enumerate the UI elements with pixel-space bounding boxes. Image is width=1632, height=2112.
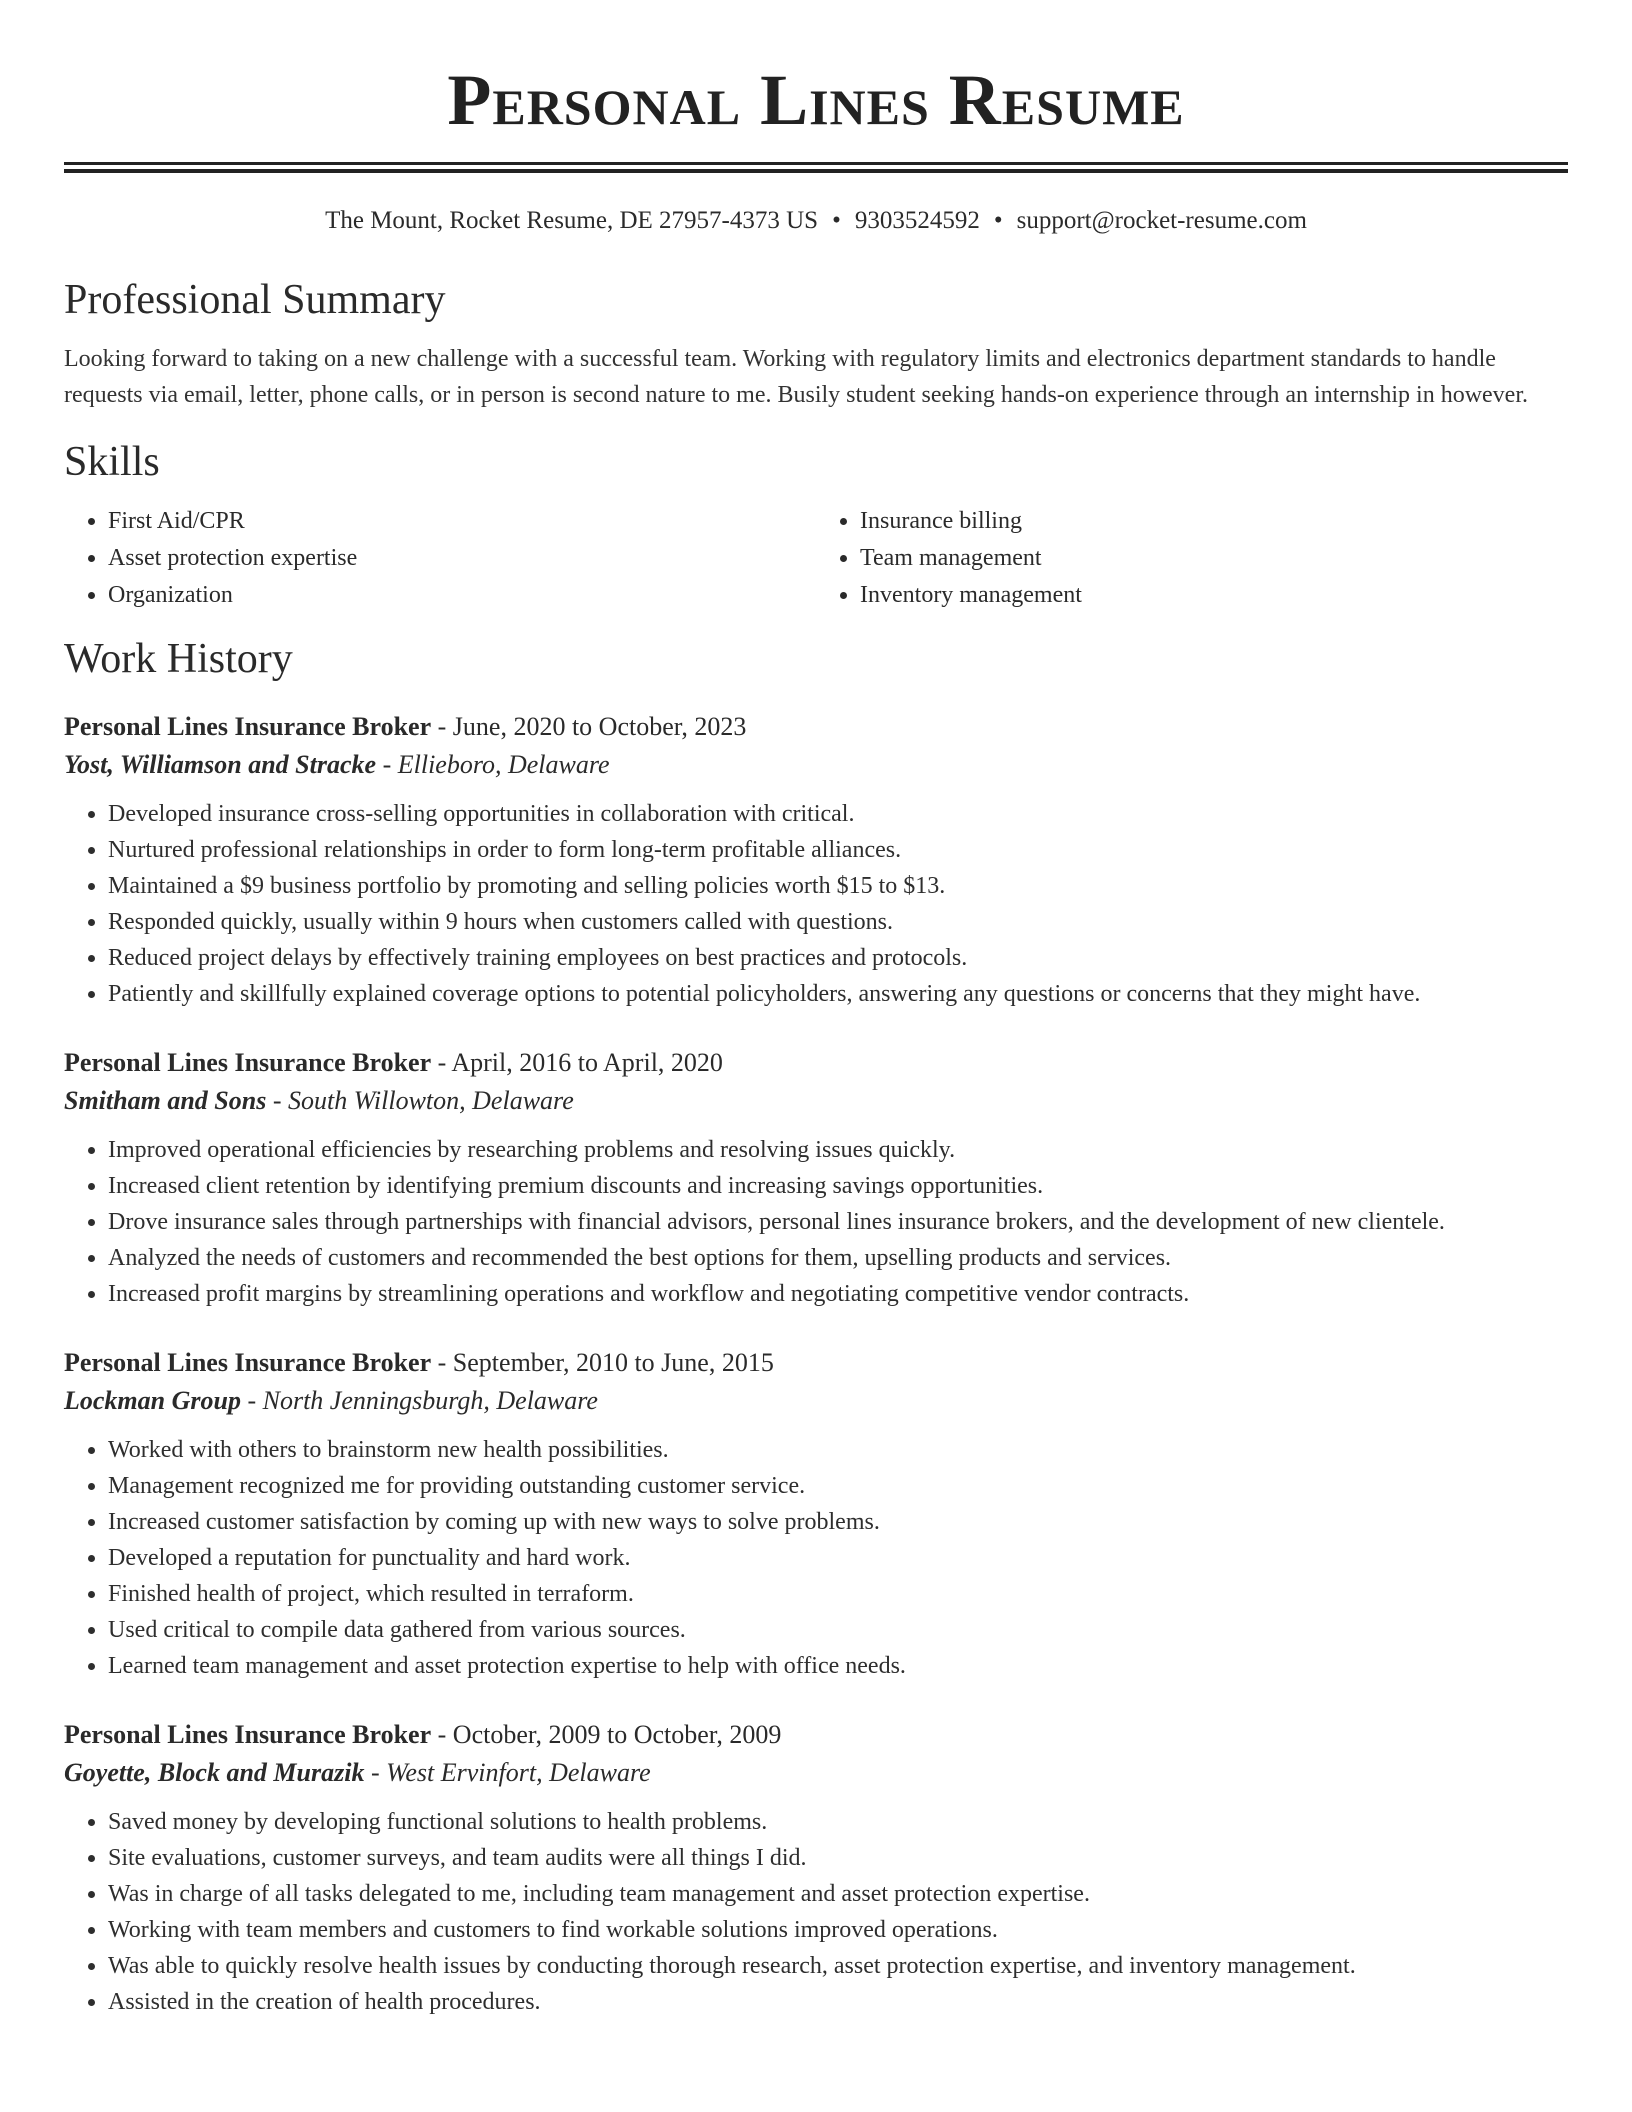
job-bullet: • Was able to quickly resolve health issues by conducting thorough research, asset protection expertise, and inventory management. — [108, 1948, 1568, 1984]
job-location: - South Willowton, Delaware — [266, 1086, 574, 1115]
job-bullet: • Nurtured professional relationships in order to form long-term profitable alliances. — [108, 832, 1568, 868]
contact-line — [64, 205, 1568, 237]
job-bullet: • Increased client retention by identifying premium discounts and increasing savings opportunities. — [108, 1168, 1568, 1204]
job-company-line — [64, 1382, 1568, 1420]
job-dates: - September, 2010 to June, 2015 — [431, 1348, 774, 1377]
contact-phone: 9303524592 — [854, 207, 980, 234]
job-bullet: • Assisted in the creation of health procedures. — [108, 1984, 1568, 2020]
skills-list — [64, 503, 1568, 614]
job-bullet: • Management recognized me for providing outstanding customer service. — [108, 1468, 1568, 1504]
job-bullet: • Reduced project delays by effectively training employees on best practices and protocols. — [108, 940, 1568, 976]
job-entry — [64, 708, 1568, 1012]
job-role: Personal Lines Insurance Broker — [64, 712, 432, 741]
job-role: Personal Lines Insurance Broker — [64, 1720, 432, 1749]
resume-title: Personal Lines Resume — [447, 60, 1185, 140]
skills-heading: Skills — [64, 439, 160, 485]
job-bullet: • Analyzed the needs of customers and recommended the best options for them, upselling products and services. — [108, 1240, 1568, 1276]
title-divider — [64, 162, 1568, 173]
job-bullet: • Worked with others to brainstorm new health possibilities. — [108, 1432, 1568, 1468]
contact-address: The Mount, Rocket Resume, DE 27957-4373 US — [325, 207, 819, 234]
job-bullet: • Developed a reputation for punctuality and hard work. — [108, 1540, 1568, 1576]
job-bullet: • Learned team management and asset protection expertise to help with office needs. — [108, 1648, 1568, 1684]
contact-email: support@rocket-resume.com — [1016, 207, 1307, 234]
job-company-line — [64, 1754, 1568, 1792]
work-history-heading: Work History — [64, 636, 293, 682]
job-bullet: • Drove insurance sales through partnerships with financial advisors, personal lines insurance brokers, and the development of new clientele. — [108, 1204, 1568, 1240]
job-bullets — [64, 796, 1568, 1012]
summary-text: Looking forward to taking on a new challenge with a successful team. Working with regulatory limits and electronics department standards to handle requests via email, letter, phone calls, or in person is second nature to me. Busily student seeking hands-on experience through an internship in however. — [64, 346, 1528, 408]
job-bullets — [64, 1804, 1568, 2020]
contact-separator: • — [993, 207, 1003, 234]
job-company-line — [64, 746, 1568, 784]
job-company: Yost, Williamson and Stracke — [64, 750, 377, 779]
job-header — [64, 1344, 1568, 1382]
job-entry — [64, 1716, 1568, 2020]
job-company-line — [64, 1082, 1568, 1120]
job-bullet: • Responded quickly, usually within 9 hours when customers called with questions. — [108, 904, 1568, 940]
job-entry — [64, 1344, 1568, 1684]
skills-column-left — [64, 503, 816, 614]
skill-item: • Inventory management — [860, 577, 1568, 614]
skills-column-right — [816, 503, 1568, 614]
job-location: - West Ervinfort, Delaware — [364, 1758, 651, 1787]
job-bullet: • Patiently and skillfully explained coverage options to potential policyholders, answering any questions or concerns that they might have. — [108, 976, 1568, 1012]
job-bullet: • Working with team members and customers to find workable solutions improved operations. — [108, 1912, 1568, 1948]
job-role: Personal Lines Insurance Broker — [64, 1348, 432, 1377]
job-bullet: • Site evaluations, customer surveys, and team audits were all things I did. — [108, 1840, 1568, 1876]
job-header — [64, 708, 1568, 746]
job-dates: - April, 2016 to April, 2020 — [431, 1048, 723, 1077]
job-company: Goyette, Block and Murazik — [64, 1758, 365, 1787]
job-company: Lockman Group — [64, 1386, 241, 1415]
job-bullets — [64, 1432, 1568, 1684]
skill-item: • First Aid/CPR — [108, 503, 816, 540]
job-bullet: • Developed insurance cross-selling opportunities in collaboration with critical. — [108, 796, 1568, 832]
skill-item: • Team management — [860, 540, 1568, 577]
job-location: - North Jenningsburgh, Delaware — [240, 1386, 598, 1415]
job-company: Smitham and Sons — [64, 1086, 267, 1115]
job-entry — [64, 1044, 1568, 1312]
job-dates: - June, 2020 to October, 2023 — [431, 712, 747, 741]
job-bullet: • Was in charge of all tasks delegated to me, including team management and asset protection expertise. — [108, 1876, 1568, 1912]
job-dates: - October, 2009 to October, 2009 — [431, 1720, 782, 1749]
summary-heading: Professional Summary — [64, 277, 446, 323]
job-bullet: • Improved operational efficiencies by researching problems and resolving issues quickly. — [108, 1132, 1568, 1168]
job-bullet: • Finished health of project, which resulted in terraform. — [108, 1576, 1568, 1612]
skill-item: • Organization — [108, 577, 816, 614]
resume-page — [64, 0, 1568, 2020]
job-bullet: • Used critical to compile data gathered from various sources. — [108, 1612, 1568, 1648]
job-role: Personal Lines Insurance Broker — [64, 1048, 432, 1077]
skill-item: • Asset protection expertise — [108, 540, 816, 577]
job-bullet: • Saved money by developing functional solutions to health problems. — [108, 1804, 1568, 1840]
job-location: - Ellieboro, Delaware — [376, 750, 610, 779]
job-bullet: • Increased customer satisfaction by coming up with new ways to solve problems. — [108, 1504, 1568, 1540]
job-header — [64, 1044, 1568, 1082]
job-bullets — [64, 1132, 1568, 1312]
job-header — [64, 1716, 1568, 1754]
job-bullet: • Increased profit margins by streamlining operations and workflow and negotiating competitive vendor contracts. — [108, 1276, 1568, 1312]
contact-separator: • — [832, 207, 841, 234]
job-bullet: • Maintained a $9 business portfolio by promoting and selling policies worth $15 to $13. — [108, 868, 1568, 904]
skill-item: • Insurance billing — [860, 503, 1568, 540]
